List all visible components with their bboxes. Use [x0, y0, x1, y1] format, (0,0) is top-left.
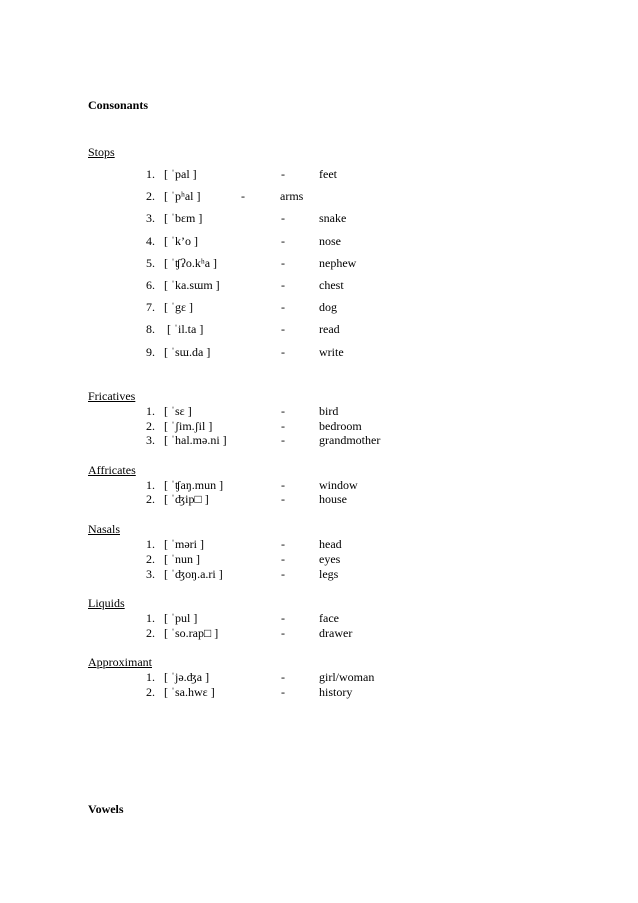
item-ipa: [ ˈməri ] — [164, 537, 204, 551]
item-dash: - — [281, 567, 285, 581]
item-ipa: [ ˈpul ] — [164, 611, 198, 625]
item-ipa: [ ˈʧʔo.kʰa ] — [164, 256, 218, 270]
item-ipa: [ ˈpal ] — [164, 167, 197, 181]
item-number: 9. — [146, 345, 155, 359]
item-gloss: history — [319, 685, 353, 699]
item-dash: - — [281, 670, 285, 684]
nasals-item — [0, 552, 638, 568]
item-gloss: chest — [319, 278, 344, 292]
item-ipa: [ ˈʃim.ʃil ] — [164, 419, 213, 433]
item-number: 1. — [146, 670, 155, 684]
item-dash: - — [281, 256, 285, 270]
item-dash: - — [281, 167, 285, 181]
item-dash: - — [281, 492, 285, 506]
item-gloss: legs — [319, 567, 339, 581]
item-gloss: nephew — [319, 256, 357, 270]
affricates-item — [0, 492, 638, 508]
item-number: 2. — [146, 189, 155, 203]
item-gloss: snake — [319, 211, 347, 225]
item-ipa: [ ˈgɛ ] — [164, 300, 194, 314]
item-ipa: [ ˈbɛm ] — [164, 211, 203, 225]
item-ipa: [ ˈhal.mə.ni ] — [164, 433, 227, 447]
item-ipa: [ ˈil.ta ] — [164, 322, 204, 336]
item-number: 1. — [146, 167, 155, 181]
item-gloss: window — [319, 478, 358, 492]
item-number: 8. — [146, 322, 155, 336]
affricates-title: Affricates — [88, 463, 136, 477]
item-gloss: drawer — [319, 626, 353, 640]
item-gloss: grandmother — [319, 433, 381, 447]
item-gloss: house — [319, 492, 347, 506]
nasals-title: Nasals — [88, 522, 120, 536]
liquids-item — [0, 611, 638, 627]
fricatives-title: Fricatives — [88, 389, 136, 403]
item-number: 1. — [146, 478, 155, 492]
item-ipa: [ ˈʧaŋ.mun ] — [164, 478, 224, 492]
item-gloss: head — [319, 537, 342, 551]
item-gloss: nose — [319, 234, 341, 248]
item-dash: - — [281, 278, 285, 292]
stops-item — [0, 300, 638, 316]
stops-title: Stops — [88, 145, 115, 159]
item-number: 1. — [146, 537, 155, 551]
stops-item — [0, 345, 638, 361]
fricatives-item — [0, 404, 638, 420]
item-gloss: feet — [319, 167, 337, 181]
stops-item — [0, 322, 638, 338]
item-gloss: bedroom — [319, 419, 362, 433]
item-number: 5. — [146, 256, 155, 270]
item-dash: - — [281, 419, 285, 433]
item-ipa: [ ˈjə.ʤa ] — [164, 670, 210, 684]
nasals-item — [0, 567, 638, 583]
approximant-item — [0, 670, 638, 686]
item-number: 3. — [146, 433, 155, 447]
stops-item — [0, 278, 638, 294]
item-ipa: [ ˈso.rap□ ] — [164, 626, 219, 640]
liquids-title: Liquids — [88, 596, 125, 610]
approximant-item — [0, 685, 638, 701]
item-number: 1. — [146, 611, 155, 625]
item-dash: - — [241, 189, 245, 203]
item-ipa: [ ˈsɯ.da ] — [164, 345, 211, 359]
item-dash: - — [281, 211, 285, 225]
liquids-item — [0, 626, 638, 642]
item-dash: - — [281, 322, 285, 336]
vowels-heading: Vowels — [88, 802, 124, 816]
item-gloss: bird — [319, 404, 339, 418]
item-dash: - — [281, 537, 285, 551]
item-dash: - — [281, 300, 285, 314]
item-number: 1. — [146, 404, 155, 418]
stops-item — [0, 256, 638, 272]
item-dash: - — [281, 433, 285, 447]
item-dash: - — [281, 552, 285, 566]
item-number: 6. — [146, 278, 155, 292]
item-dash: - — [281, 626, 285, 640]
item-dash: - — [281, 478, 285, 492]
item-number: 2. — [146, 419, 155, 433]
item-ipa: [ ˈk’o ] — [164, 234, 198, 248]
item-ipa: [ ˈʤoŋ.a.ri ] — [164, 567, 223, 581]
item-number: 7. — [146, 300, 155, 314]
item-gloss: read — [319, 322, 340, 336]
item-ipa: [ ˈʤip□ ] — [164, 492, 209, 506]
item-number: 3. — [146, 567, 155, 581]
item-gloss: arms — [280, 189, 304, 203]
item-number: 4. — [146, 234, 155, 248]
item-number: 2. — [146, 685, 155, 699]
item-dash: - — [281, 345, 285, 359]
item-number: 2. — [146, 626, 155, 640]
item-dash: - — [281, 611, 285, 625]
stops-item — [0, 211, 638, 227]
item-ipa: [ ˈsɛ ] — [164, 404, 192, 418]
stops-item — [0, 167, 638, 183]
item-gloss: girl/woman — [319, 670, 375, 684]
stops-item — [0, 189, 638, 205]
item-gloss: face — [319, 611, 339, 625]
fricatives-item — [0, 433, 638, 449]
item-dash: - — [281, 685, 285, 699]
approximant-title: Approximant — [88, 655, 152, 669]
item-ipa: [ ˈpʰal ] — [164, 189, 201, 203]
item-ipa: [ ˈsa.hwɛ ] — [164, 685, 215, 699]
item-ipa: [ ˈka.sɯm ] — [164, 278, 220, 292]
nasals-item — [0, 537, 638, 553]
consonants-heading: Consonants — [88, 98, 149, 112]
item-dash: - — [281, 404, 285, 418]
item-ipa: [ ˈnun ] — [164, 552, 200, 566]
item-gloss: eyes — [319, 552, 341, 566]
item-gloss: write — [319, 345, 344, 359]
item-number: 3. — [146, 211, 155, 225]
item-number: 2. — [146, 552, 155, 566]
stops-item — [0, 234, 638, 250]
item-dash: - — [281, 234, 285, 248]
item-gloss: dog — [319, 300, 337, 314]
item-number: 2. — [146, 492, 155, 506]
